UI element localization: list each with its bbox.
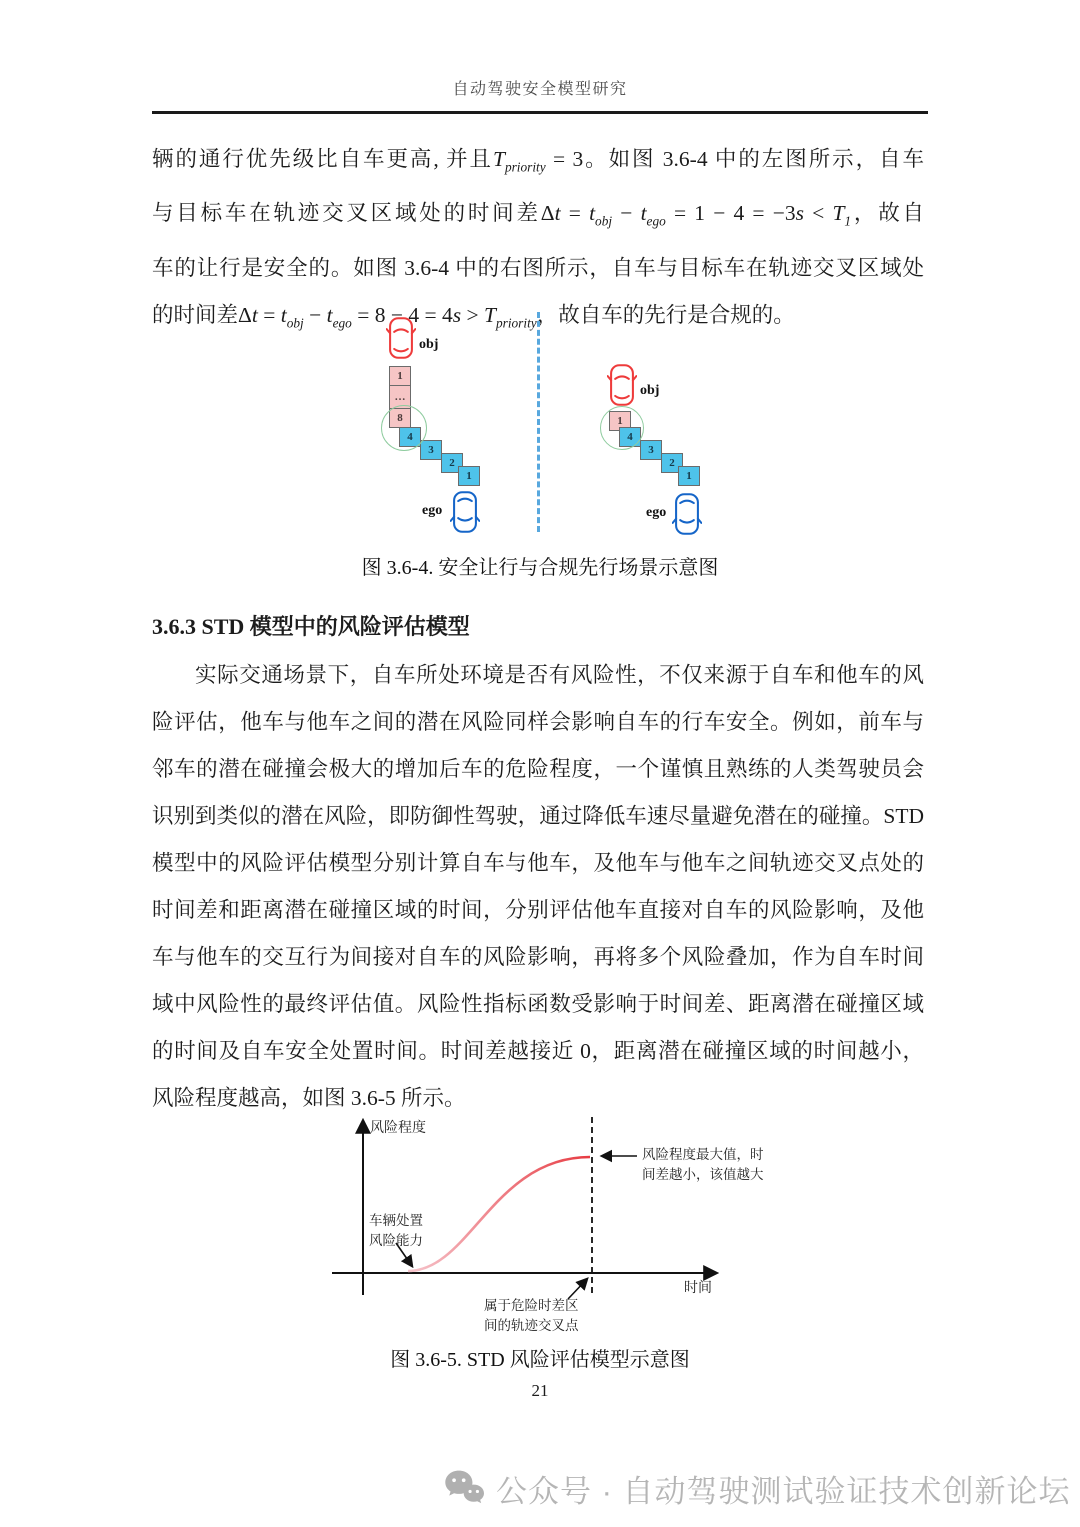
watermark-footer: [444, 1466, 1071, 1511]
ego-trajectory-cell: 4: [619, 427, 641, 447]
ego-trajectory-cell: 3: [420, 440, 442, 460]
ego-trajectory-cell: 3: [640, 440, 662, 460]
annotation-vehicle-capability: 车辆处置 风险能力: [369, 1213, 423, 1248]
ego-vehicle-icon: [672, 489, 702, 539]
ego-trajectory-cell: 2: [661, 453, 683, 473]
figure-3-6-5-chart: [160, 1105, 920, 1343]
page-number: 21: [531, 1381, 549, 1400]
figure-3-6-4: [160, 305, 920, 555]
ego-trajectory-cell: 4: [399, 427, 421, 447]
obj-trajectory-cell: 1: [609, 411, 631, 431]
text-line: 车与他车的交互行为间接对自车的风险影响，再将多个风险叠加，作为自车时间: [152, 945, 924, 969]
annotation-crossing-point: 属于危险时差区 间的轨迹交叉点: [484, 1298, 579, 1333]
text-line: 车的让行是安全的。如图 3.6-4 中的右图所示，自车与目标车在轨迹交叉区域处: [152, 255, 924, 280]
text-line: 模型中的风险评估模型分别计算自车与他车，及他车与他车之间轨迹交叉点处的: [152, 851, 924, 875]
annotation-max-risk: 风险程度最大值，时 间差越小，该值越大: [642, 1147, 764, 1182]
text-line: 风险程度越高，如图 3.6-5 所示。: [152, 1086, 466, 1110]
ego-label: ego: [646, 505, 667, 520]
x-axis-label: 时间: [684, 1281, 712, 1296]
obj-trajectory-cell: 1: [389, 366, 411, 386]
ego-trajectory-cell: 1: [678, 466, 700, 486]
wechat-icon: [444, 1469, 486, 1509]
y-axis-label: 风险程度: [370, 1121, 426, 1136]
text-line: 域中风险性的最终评估值。风险性指标函数受影响于时间差、距离潜在碰撞区域: [152, 992, 924, 1016]
obj-label: obj: [419, 337, 439, 352]
text-line: 险评估，他车与他车之间的潜在风险同样会影响自车的行车安全。例如，前车与: [152, 710, 924, 734]
obj-vehicle-icon: [386, 313, 416, 363]
ego-label: ego: [422, 503, 443, 518]
text-line: 实际交通场景下，自车所处环境是否有风险性，不仅来源于自车和他车的风: [195, 663, 924, 687]
text-line: 的时间差$\Delta t = t_{obj} - t_{ego} = 8 - 4 = 4s > T_{priority}$，故自车的先行是合规的。: [152, 302, 795, 330]
conflict-zone-circle: [600, 406, 644, 450]
ego-trajectory-cell: 2: [441, 453, 463, 473]
scene-divider-dashed-line: [537, 312, 540, 532]
text-line: 邻车的潜在碰撞会极大的增加后车的危险程度，一个谨慎且熟练的人类驾驶员会: [152, 757, 924, 781]
text-line: 与目标车在轨迹交叉区域处的时间差$\Delta t = t_{obj} - t_{ego} = 1 - 4 = -3s < T_1$，故自: [152, 201, 924, 229]
header-rule: [152, 111, 928, 114]
text-line: 的时间及自车安全处置时间。时间差越接近 0，距离潜在碰撞区域的时间越小，: [152, 1039, 924, 1063]
ego-trajectory-cell: 1: [458, 466, 480, 486]
obj-vehicle-icon: [607, 360, 637, 410]
ego-vehicle-icon: [450, 487, 480, 537]
obj-trajectory-cell: …: [389, 385, 411, 409]
watermark-text: 公众号 · 自动驾驶测试验证技术创新论坛: [496, 1474, 1071, 1509]
text-line: 识别到类似的潜在风险，即防御性驾驶，通过降低车速尽量避免潜在的碰撞。STD: [152, 804, 924, 828]
text-line: 辆的通行优先级比自车更高, 并且$T_{priority} = 3$。如图 3.6-4 中的左图所示，自车: [152, 147, 924, 175]
paragraph-2: [152, 652, 924, 1122]
figure-3-6-5-caption: 图 3.6-5. STD 风险评估模型示意图: [390, 1349, 690, 1371]
header-title: 自动驾驶安全模型研究: [452, 81, 628, 98]
section-heading: 3.6.3 STD 模型中的风险评估模型: [152, 614, 470, 639]
conflict-zone-circle: [381, 405, 427, 451]
obj-trajectory-cell: 8: [389, 408, 411, 428]
text-line: 时间差和距离潜在碰撞区域的时间，分别评估他车直接对自车的风险影响，及他: [152, 898, 924, 922]
figure-3-6-4-caption: 图 3.6-4. 安全让行与合规先行场景示意图: [361, 557, 719, 579]
obj-label: obj: [640, 383, 660, 398]
